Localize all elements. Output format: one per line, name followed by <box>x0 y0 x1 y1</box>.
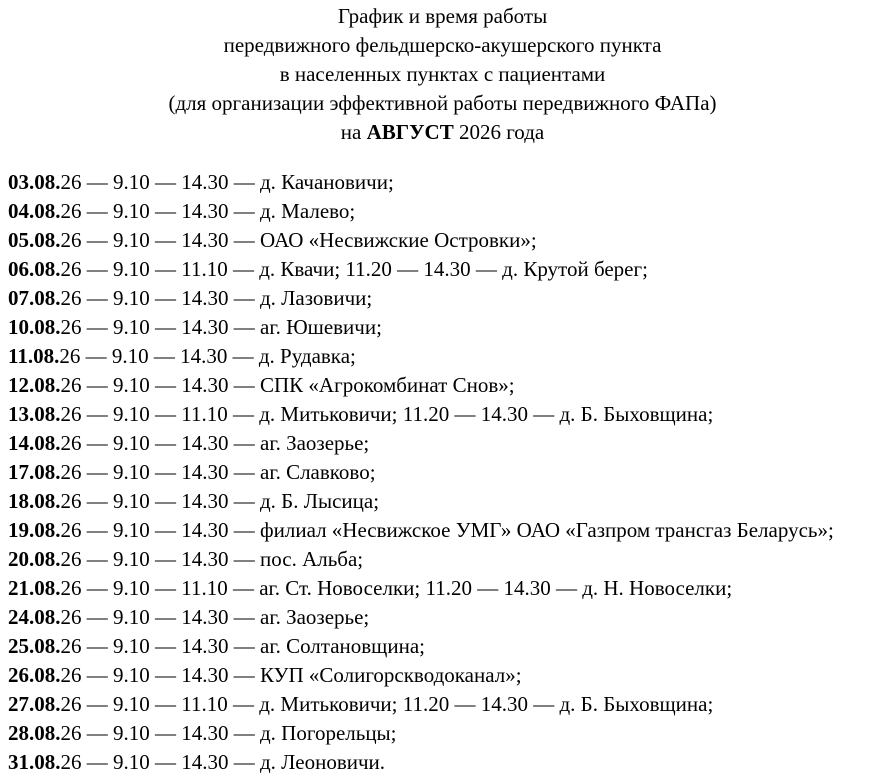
schedule-details: 26 — 9.10 — 11.10 — д. Митьковичи; 11.20 — 14.30 — д. Б. Быховщина; <box>60 402 714 426</box>
schedule-details: 26 — 9.10 — 14.30 — д. Лазовичи; <box>60 286 373 310</box>
schedule-row <box>8 342 883 371</box>
schedule-date: 06.08. <box>8 257 61 281</box>
schedule-details: 26 — 9.10 — 14.30 — д. Качановичи; <box>60 170 394 194</box>
header-subtitle-line: передвижного фельдшерско-акушерского пункта <box>223 33 662 57</box>
schedule-details: 26 — 9.10 — 14.30 — д. Рудавка; <box>59 344 356 368</box>
schedule-details: 26 — 9.10 — 14.30 — КУП «Солигорскводоканал»; <box>60 663 522 687</box>
schedule-details: 26 — 9.10 — 14.30 — пос. Альба; <box>60 547 364 571</box>
schedule-date: 05.08. <box>8 228 61 252</box>
schedule-details: 26 — 9.10 — 14.30 — д. Леоновичи. <box>60 750 386 774</box>
schedule-date: 26.08. <box>8 663 61 687</box>
schedule-date: 24.08. <box>8 605 61 629</box>
schedule-row <box>8 197 883 226</box>
schedule-row <box>8 574 883 603</box>
schedule-row <box>8 487 883 516</box>
document-header <box>0 2 885 147</box>
schedule-row <box>8 748 883 777</box>
schedule-row <box>8 545 883 574</box>
schedule-row <box>8 690 883 719</box>
schedule-details: 26 — 9.10 — 14.30 — аг. Юшевичи; <box>60 315 382 339</box>
schedule-details: 26 — 9.10 — 14.30 — аг. Славково; <box>60 460 376 484</box>
schedule-row <box>8 719 883 748</box>
header-subtitle-line: (для организации эффективной работы передвижного ФАПа) <box>168 91 717 115</box>
schedule-date: 14.08. <box>8 431 61 455</box>
schedule-details: 26 — 9.10 — 14.30 — аг. Заозерье; <box>60 431 370 455</box>
header-subtitle-line: в населенных пунктах с пациентами <box>279 62 606 86</box>
schedule-row <box>8 400 883 429</box>
header-period-line <box>0 118 885 147</box>
schedule-date: 07.08. <box>8 286 61 310</box>
schedule-details: 26 — 9.10 — 11.10 — д. Квачи; 11.20 — 14.30 — д. Крутой берег; <box>60 257 648 281</box>
header-title-line: График и время работы <box>337 4 548 28</box>
schedule-date: 28.08. <box>8 721 61 745</box>
schedule-row <box>8 458 883 487</box>
schedule-details: 26 — 9.10 — 11.10 — д. Митьковичи; 11.20 — 14.30 — д. Б. Быховщина; <box>60 692 714 716</box>
schedule-row <box>8 313 883 342</box>
schedule-row <box>8 371 883 400</box>
schedule-row <box>8 429 883 458</box>
schedule-date: 11.08. <box>8 344 60 368</box>
schedule-date: 27.08. <box>8 692 61 716</box>
schedule-row <box>8 516 883 545</box>
period-suffix: 2026 года <box>453 120 545 144</box>
schedule-date: 31.08. <box>8 750 61 774</box>
schedule-date: 21.08. <box>8 576 61 600</box>
schedule-details: 26 — 9.10 — 14.30 — д. Малево; <box>60 199 356 223</box>
schedule-details: 26 — 9.10 — 14.30 — аг. Заозерье; <box>60 605 370 629</box>
schedule-date: 18.08. <box>8 489 61 513</box>
schedule-details: 26 — 9.10 — 11.10 — аг. Ст. Новоселки; 11.20 — 14.30 — д. Н. Новоселки; <box>60 576 733 600</box>
schedule-row <box>8 661 883 690</box>
schedule-date: 12.08. <box>8 373 61 397</box>
schedule-details: 26 — 9.10 — 14.30 — ОАО «Несвижские Островки»; <box>60 228 537 252</box>
schedule-date: 10.08. <box>8 315 61 339</box>
schedule-details: 26 — 9.10 — 14.30 — аг. Солтановщина; <box>60 634 425 658</box>
schedule-date: 19.08. <box>8 518 61 542</box>
schedule-date: 20.08. <box>8 547 61 571</box>
schedule-date: 13.08. <box>8 402 61 426</box>
schedule-row <box>8 603 883 632</box>
schedule-list <box>8 168 883 777</box>
schedule-row <box>8 632 883 661</box>
schedule-date: 17.08. <box>8 460 61 484</box>
schedule-row <box>8 168 883 197</box>
schedule-details: 26 — 9.10 — 14.30 — СПК «Агрокомбинат Снов»; <box>60 373 515 397</box>
schedule-details: 26 — 9.10 — 14.30 — д. Погорельцы; <box>60 721 397 745</box>
schedule-date: 25.08. <box>8 634 61 658</box>
period-prefix: на <box>340 120 367 144</box>
schedule-row <box>8 255 883 284</box>
schedule-date: 03.08. <box>8 170 61 194</box>
schedule-details: 26 — 9.10 — 14.30 — д. Б. Лысица; <box>60 489 380 513</box>
period-month: АВГУСТ <box>366 120 454 144</box>
schedule-date: 04.08. <box>8 199 61 223</box>
schedule-details: 26 — 9.10 — 14.30 — филиал «Несвижское УМГ» ОАО «Газпром трансгаз Беларусь»; <box>60 518 834 542</box>
schedule-row <box>8 226 883 255</box>
schedule-row <box>8 284 883 313</box>
